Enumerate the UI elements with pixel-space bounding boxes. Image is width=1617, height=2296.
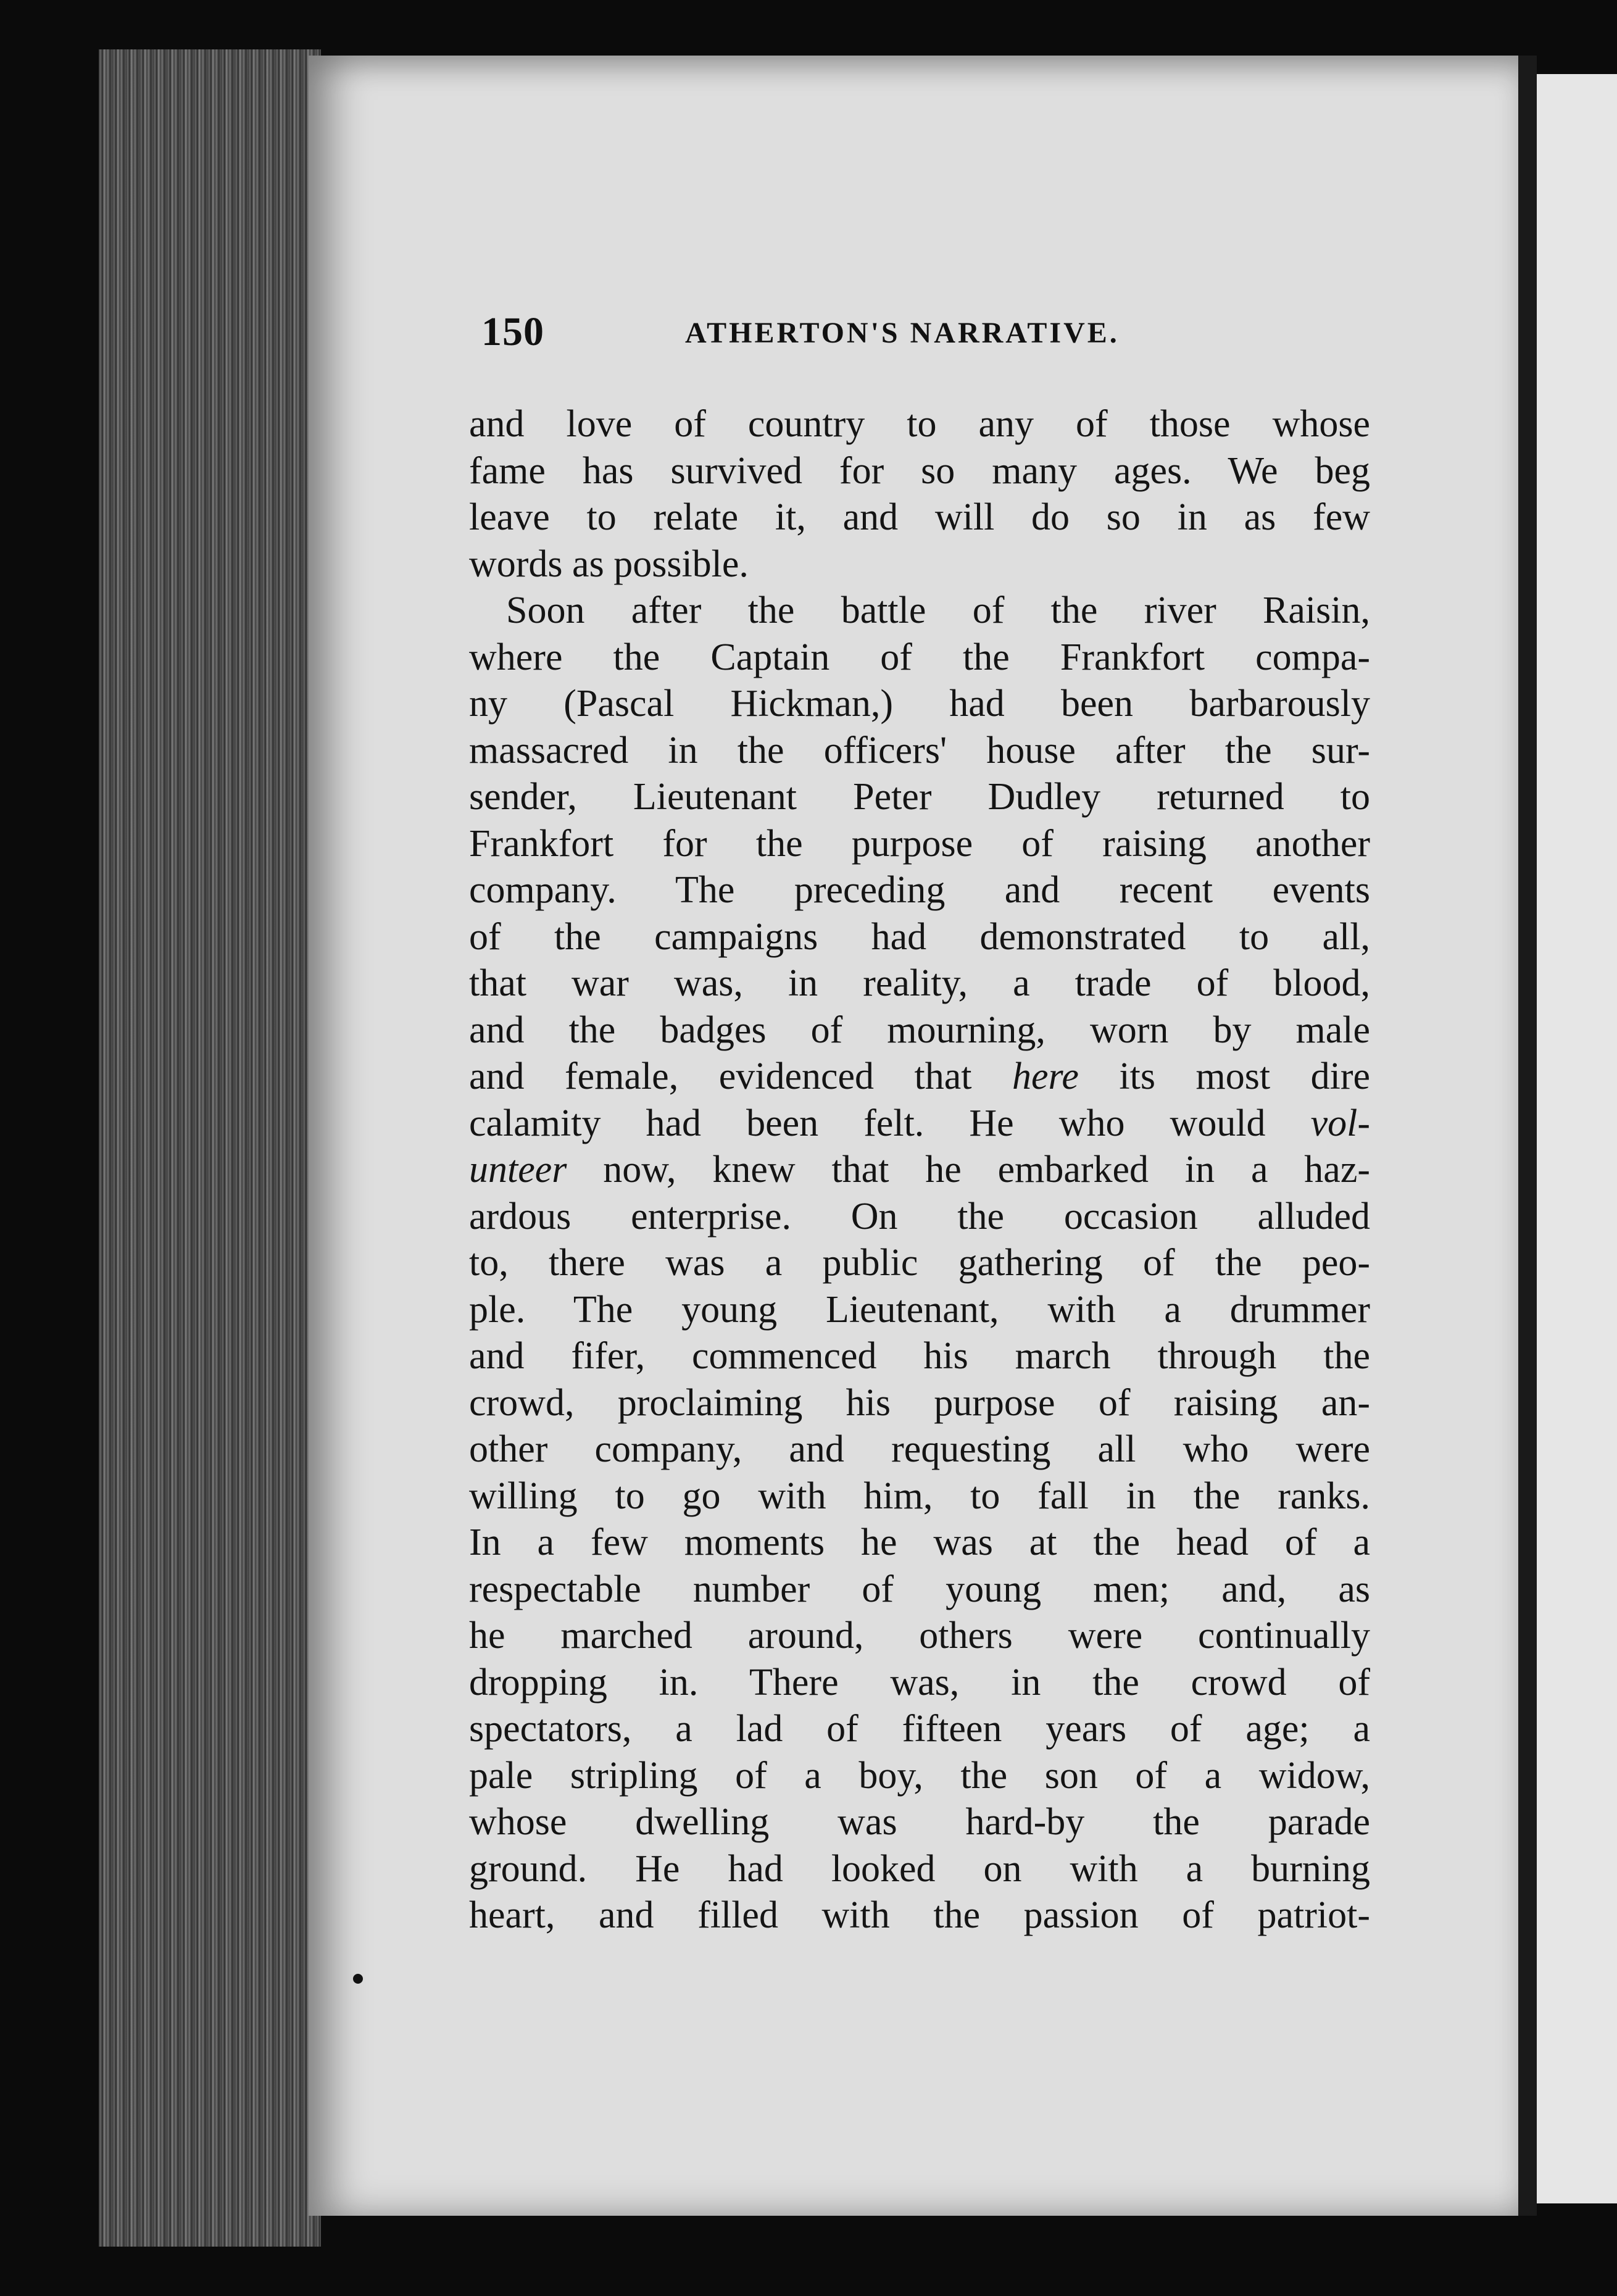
text-run: its most dire bbox=[1078, 1055, 1370, 1097]
italic-text: vol- bbox=[1310, 1102, 1370, 1144]
text-run: Frankfort for the purpose of raising another bbox=[469, 822, 1370, 865]
text-run: company. The preceding and recent events bbox=[469, 869, 1370, 911]
text-run: fame has survived for so many ages. We beg bbox=[469, 449, 1370, 492]
italic-text: here bbox=[1012, 1055, 1079, 1097]
text-line bbox=[469, 681, 1370, 728]
text-line bbox=[469, 1147, 1370, 1194]
text-run: he marched around, others were continually bbox=[469, 1615, 1370, 1657]
text-run: now, knew that he embarked in a haz- bbox=[567, 1149, 1370, 1191]
body-text bbox=[469, 401, 1370, 1939]
text-run: where the Captain of the Frankfort compa- bbox=[469, 636, 1370, 678]
text-line bbox=[469, 401, 1370, 448]
running-head bbox=[481, 309, 1376, 364]
text-run: dropping in. There was, in the crowd of bbox=[469, 1661, 1370, 1703]
gutter-shadow bbox=[1518, 56, 1537, 2216]
book-page-edges bbox=[99, 49, 321, 2247]
text-line bbox=[469, 494, 1370, 541]
text-line bbox=[469, 1287, 1370, 1334]
text-run: In a few moments he was at the head of a bbox=[469, 1521, 1370, 1563]
text-run: spectators, a lad of fifteen years of age; a bbox=[469, 1708, 1370, 1750]
text-run: to, there was a public gathering of the peo- bbox=[469, 1242, 1370, 1284]
text-run: and love of country to any of those whose bbox=[469, 403, 1370, 445]
text-run: words as possible. bbox=[469, 543, 749, 585]
text-line bbox=[469, 914, 1370, 961]
text-line bbox=[469, 1520, 1370, 1566]
text-line bbox=[469, 541, 1370, 588]
text-run: calamity had been felt. He who would bbox=[469, 1102, 1311, 1144]
text-run: leave to relate it, and will do so in as few bbox=[469, 496, 1370, 538]
text-run: other company, and requesting all who were bbox=[469, 1428, 1370, 1470]
text-run: heart, and filled with the passion of patriot- bbox=[469, 1894, 1370, 1936]
text-line bbox=[469, 1100, 1370, 1147]
text-run: that war was, in reality, a trade of blood, bbox=[469, 962, 1370, 1004]
text-line bbox=[469, 588, 1370, 634]
margin-speck bbox=[353, 1974, 363, 1984]
text-line bbox=[469, 1613, 1370, 1660]
text-run: ple. The young Lieutenant, with a drummer bbox=[469, 1288, 1370, 1331]
text-run: whose dwelling was hard-by the parade bbox=[469, 1801, 1370, 1843]
text-line bbox=[469, 1054, 1370, 1100]
text-line bbox=[469, 1333, 1370, 1380]
text-line bbox=[469, 1473, 1370, 1520]
text-run: pale stripling of a boy, the son of a widow, bbox=[469, 1754, 1370, 1797]
text-line bbox=[469, 1660, 1370, 1707]
text-run: Soon after the battle of the river Raisin, bbox=[506, 589, 1370, 631]
text-line bbox=[469, 1007, 1370, 1054]
text-run: respectable number of young men; and, as bbox=[469, 1568, 1370, 1610]
text-line bbox=[469, 1846, 1370, 1893]
text-line bbox=[469, 1799, 1370, 1846]
text-run: ny (Pascal Hickman,) had been barbarously bbox=[469, 683, 1370, 725]
text-line bbox=[469, 821, 1370, 868]
text-run: ardous enterprise. On the occasion alluded bbox=[469, 1195, 1370, 1237]
text-run: and female, evidenced that bbox=[469, 1055, 1013, 1097]
text-line bbox=[469, 1194, 1370, 1241]
text-line bbox=[469, 867, 1370, 914]
text-line bbox=[469, 774, 1370, 821]
text-line bbox=[469, 960, 1370, 1007]
text-line bbox=[469, 728, 1370, 775]
text-run: ground. He had looked on with a burning bbox=[469, 1847, 1370, 1890]
text-run: of the campaigns had demonstrated to all, bbox=[469, 915, 1370, 958]
text-run: crowd, proclaiming his purpose of raising an- bbox=[469, 1381, 1370, 1424]
italic-text: unteer bbox=[469, 1149, 567, 1191]
text-run: and fifer, commenced his march through the bbox=[469, 1335, 1370, 1377]
text-run: willing to go with him, to fall in the ranks. bbox=[469, 1475, 1370, 1517]
text-run: and the badges of mourning, worn by male bbox=[469, 1009, 1370, 1051]
text-line bbox=[469, 1892, 1370, 1939]
page-number: 150 bbox=[481, 309, 544, 354]
text-line bbox=[469, 634, 1370, 681]
text-line bbox=[469, 1706, 1370, 1753]
text-line bbox=[469, 1240, 1370, 1287]
text-line bbox=[469, 1380, 1370, 1427]
text-line bbox=[469, 1753, 1370, 1800]
text-line bbox=[469, 1566, 1370, 1613]
running-title: ATHERTON'S NARRATIVE. bbox=[685, 317, 1120, 349]
text-line bbox=[469, 448, 1370, 495]
text-run: sender, Lieutenant Peter Dudley returned to bbox=[469, 776, 1370, 818]
text-run: massacred in the officers' house after the sur- bbox=[469, 729, 1370, 772]
text-line bbox=[469, 1426, 1370, 1473]
facing-page-edge bbox=[1537, 74, 1617, 2203]
